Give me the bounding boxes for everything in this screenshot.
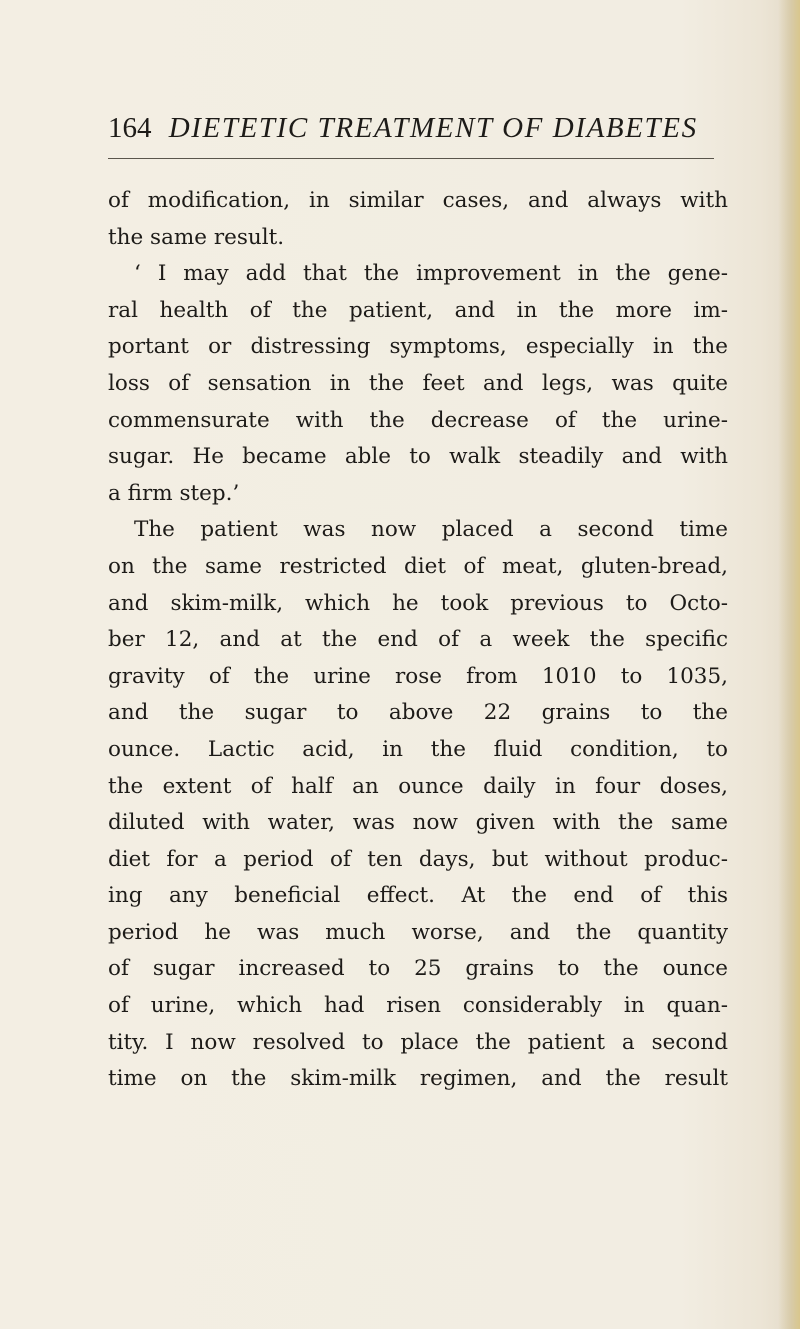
text-line: of sugar increased to 25 grains to the ounce bbox=[108, 956, 728, 982]
text-line: loss of sensation in the feet and legs, was quite bbox=[108, 370, 728, 396]
text-line: of modification, in similar cases, and always with bbox=[108, 188, 728, 213]
text-line: portant or distressing symptoms, especially in the bbox=[108, 334, 728, 360]
text-line: diluted with water, was now given with the same bbox=[108, 810, 728, 836]
text-line: ber 12, and at the end of a week the specific bbox=[108, 627, 728, 653]
text-line: and skim-milk, which he took previous to Octo- bbox=[108, 590, 728, 616]
text-line: ing any beneficial effect. At the end of this bbox=[108, 883, 728, 909]
text-line: and the sugar to above 22 grains to the bbox=[108, 700, 728, 726]
text-line: commensurate with the decrease of the urine- bbox=[108, 407, 728, 433]
text-line: the extent of half an ounce daily in four doses, bbox=[108, 773, 728, 799]
text-line: tity. I now resolved to place the patient a second bbox=[108, 1029, 728, 1055]
body-text bbox=[108, 183, 728, 1098]
text-line: on the same restricted diet of meat, gluten-bread, bbox=[108, 553, 728, 579]
text-line: the same result. bbox=[108, 224, 285, 250]
text-line: time on the skim-milk regimen, and the result bbox=[108, 1066, 728, 1092]
text-line: of urine, which had risen considerably in quan- bbox=[108, 993, 728, 1019]
page-header bbox=[108, 108, 728, 148]
text-line: period he was much worse, and the quantity bbox=[108, 919, 728, 945]
header-rule bbox=[108, 158, 714, 159]
running-title: DIETETIC TREATMENT OF DIABETES bbox=[168, 112, 698, 144]
text-line: gravity of the urine rose from 1010 to 1035, bbox=[108, 663, 728, 689]
text-line: sugar. He became able to walk steadily and with bbox=[108, 444, 728, 470]
text-line: diet for a period of ten days, but without produc- bbox=[108, 846, 728, 872]
text-line: ounce. Lactic acid, in the fluid condition, to bbox=[108, 736, 728, 762]
page-number: 164 bbox=[108, 112, 152, 144]
text-line: ral health of the patient, and in the more im- bbox=[108, 297, 728, 323]
text-line: a firm step.’ bbox=[108, 480, 240, 506]
text-line: The patient was now placed a second time bbox=[134, 517, 728, 543]
page-edge-shadow bbox=[778, 0, 800, 1329]
text-line: ‘ I may add that the improvement in the gene- bbox=[134, 261, 728, 287]
